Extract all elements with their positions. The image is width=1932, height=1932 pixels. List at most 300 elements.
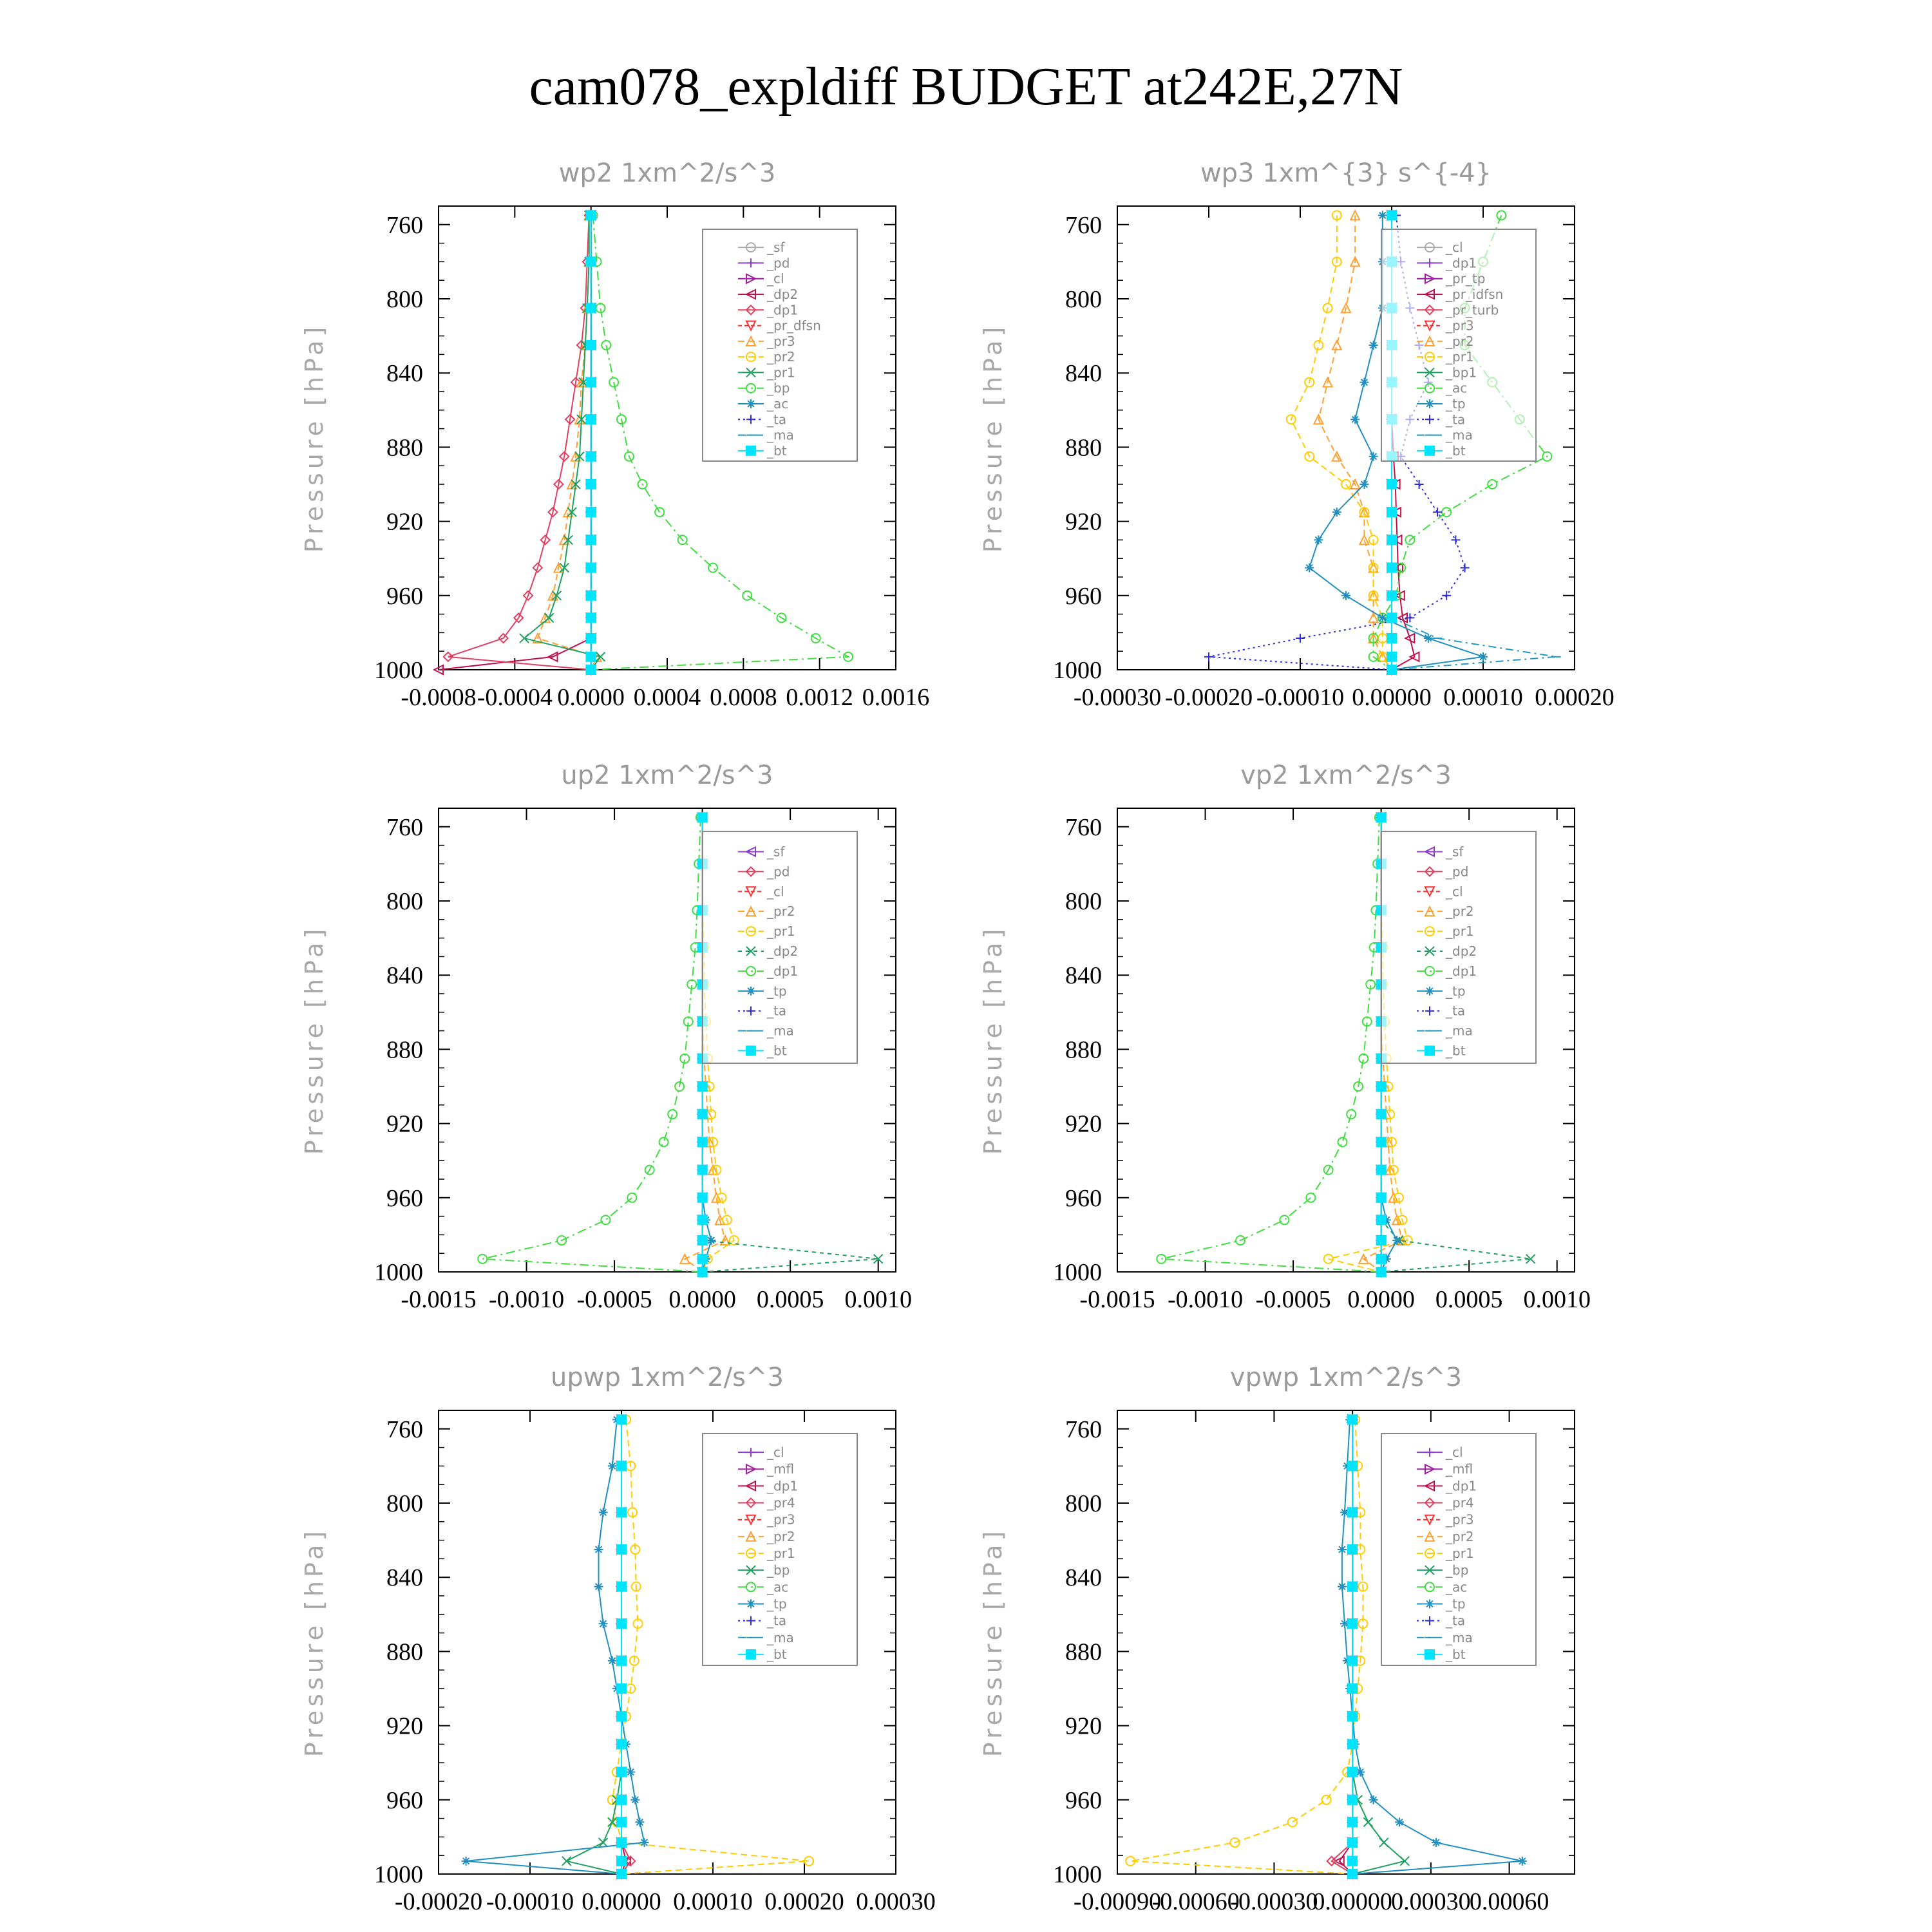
- legend-label: _pr4: [1446, 1495, 1474, 1511]
- x-tick-label: -0.0005: [576, 1286, 652, 1313]
- legend-label: _ac: [1446, 1579, 1468, 1595]
- legend: [1381, 229, 1536, 461]
- data-point: [1332, 341, 1341, 350]
- data-point: [1348, 1461, 1357, 1470]
- data-point: [462, 1857, 471, 1866]
- data-point: [698, 813, 707, 822]
- legend-marker: [1425, 399, 1434, 408]
- data-point: [617, 1508, 626, 1517]
- data-point: [594, 1582, 603, 1591]
- legend-label: _ma: [1446, 1629, 1473, 1645]
- legend-label: _sf: [767, 240, 785, 256]
- legend-label: _pd: [767, 864, 790, 880]
- data-point: [659, 1137, 668, 1146]
- panel-up2: [300, 761, 912, 1313]
- data-point: [698, 1082, 707, 1091]
- legend-label: _pr1: [1446, 923, 1474, 940]
- data-point: [520, 634, 529, 643]
- data-point: [594, 1545, 603, 1554]
- legend-label: _pr1: [767, 365, 795, 381]
- y-tick-label: 920: [386, 508, 423, 536]
- data-point: [698, 1215, 707, 1224]
- legend-label: _dp2: [1446, 943, 1477, 959]
- legend-label: _bp: [767, 1562, 790, 1578]
- data-point: [698, 1166, 707, 1175]
- y-tick-label: 960: [1065, 1184, 1102, 1212]
- data-point: [668, 1110, 677, 1119]
- y-tick-label: 920: [386, 1110, 423, 1138]
- data-point: [587, 452, 596, 461]
- data-point: [1348, 1857, 1357, 1866]
- data-point: [599, 1508, 608, 1517]
- data-point: [617, 1712, 626, 1721]
- legend-label: _ma: [767, 1629, 794, 1645]
- data-point: [1387, 564, 1396, 573]
- series-bt: [617, 1415, 626, 1879]
- x-tick-label: -0.00010: [1256, 684, 1345, 711]
- data-point: [698, 1137, 707, 1146]
- data-point: [562, 1857, 571, 1866]
- legend-label: _ma: [1446, 1023, 1473, 1039]
- data-point: [1387, 507, 1396, 516]
- data-point: [1377, 1193, 1386, 1202]
- data-point: [1451, 535, 1460, 544]
- y-tick-label: 920: [1065, 508, 1102, 536]
- legend-label: _dp1: [1446, 963, 1477, 979]
- legend-label: _ta: [767, 1003, 787, 1019]
- data-point: [1432, 1838, 1441, 1847]
- legend-label: _pr3: [1446, 317, 1474, 334]
- legend-label: _pr1: [1446, 349, 1474, 365]
- data-point: [1348, 1684, 1357, 1693]
- series-dp1: [617, 1415, 630, 1879]
- data-point: [1348, 1768, 1357, 1777]
- x-tick-label: 0.0010: [844, 1286, 912, 1313]
- legend-label: _pd: [1446, 864, 1469, 880]
- legend-label: _pr2: [1446, 1528, 1474, 1544]
- panel-title: vp2 1xm^2/s^3: [1240, 761, 1452, 790]
- data-point: [1204, 652, 1213, 661]
- panel-title: vpwp 1xm^2/s^3: [1229, 1363, 1463, 1392]
- data-point: [1296, 634, 1305, 643]
- legend-label: _mfl: [1446, 1461, 1473, 1477]
- data-point: [1363, 1817, 1372, 1826]
- y-tick-label: 800: [1065, 1490, 1102, 1517]
- x-tick-label: 0.00000: [582, 1888, 661, 1915]
- x-tick-label: -0.00030: [1073, 684, 1162, 711]
- series-dp1: [478, 813, 706, 1276]
- legend-label: _tp: [767, 1596, 787, 1612]
- series-pr4: [617, 1415, 635, 1879]
- y-axis-label: Pressure [hPa]: [979, 323, 1007, 553]
- panel-title: wp3 1xm^{3} s^{-4}: [1200, 158, 1492, 188]
- data-point: [1461, 564, 1470, 573]
- panel-wp2: [300, 158, 929, 711]
- legend-label: _pr3: [1446, 1511, 1474, 1528]
- data-point: [1338, 1582, 1347, 1591]
- data-point: [1369, 452, 1378, 461]
- series-pr1: [1287, 211, 1396, 674]
- legend-marker: [746, 1650, 755, 1659]
- legend-label: _sf: [1446, 844, 1464, 860]
- data-point: [587, 634, 596, 643]
- legend-label: _pr2: [767, 349, 795, 365]
- series-line: [621, 1419, 630, 1874]
- data-point: [1338, 1137, 1347, 1146]
- legend: [703, 229, 857, 461]
- y-tick-label: 1000: [374, 1861, 423, 1888]
- panel-title: wp2 1xm^2/s^3: [558, 158, 776, 188]
- series-line: [466, 1419, 645, 1874]
- data-point: [1348, 1712, 1357, 1721]
- legend-label: _cl: [1446, 1444, 1463, 1461]
- data-point: [1348, 1508, 1357, 1517]
- legend-label: _bp: [1446, 1562, 1469, 1578]
- legend-label: _cl: [767, 884, 784, 900]
- data-point: [1518, 1857, 1527, 1866]
- data-point: [1347, 1110, 1356, 1119]
- legend-label: _ac: [767, 396, 789, 412]
- y-tick-label: 960: [1065, 582, 1102, 610]
- data-point: [640, 1838, 649, 1847]
- data-point: [1348, 1739, 1357, 1748]
- data-point: [587, 257, 596, 266]
- y-tick-label: 960: [386, 582, 423, 610]
- legend-label: _bp1: [1446, 365, 1477, 381]
- legend-marker: [1425, 1650, 1434, 1659]
- series-line: [567, 1419, 621, 1874]
- panel-vp2: [979, 761, 1591, 1313]
- data-point: [1387, 591, 1396, 600]
- data-point: [587, 480, 596, 489]
- data-point: [706, 1236, 715, 1245]
- y-tick-label: 760: [1065, 813, 1102, 841]
- data-point: [1369, 1795, 1378, 1804]
- data-point: [608, 1461, 617, 1470]
- legend-label: _pr1: [767, 923, 795, 940]
- legend-label: _pr4: [767, 1495, 795, 1511]
- y-tick-label: 760: [386, 211, 423, 239]
- y-tick-label: 840: [1065, 962, 1102, 990]
- data-point: [1348, 1870, 1357, 1879]
- legend-label: _pr3: [767, 333, 795, 349]
- data-point: [1359, 378, 1368, 387]
- y-tick-label: 920: [1065, 1110, 1102, 1138]
- series-line: [1332, 1419, 1352, 1874]
- data-point: [1348, 1545, 1357, 1554]
- data-point: [1348, 1415, 1357, 1424]
- data-point: [587, 507, 596, 516]
- data-point: [587, 341, 596, 350]
- x-tick-label: 0.0005: [1435, 1286, 1503, 1313]
- y-tick-label: 760: [386, 1416, 423, 1443]
- x-tick-label: 0.0000: [557, 684, 625, 711]
- data-point: [1306, 1193, 1315, 1202]
- x-tick-label: 0.0004: [633, 684, 701, 711]
- data-point: [708, 564, 717, 573]
- legend-label: _sf: [767, 844, 785, 860]
- x-tick-label: -0.00010: [486, 1888, 574, 1915]
- data-point: [1359, 480, 1368, 489]
- data-point: [1378, 211, 1387, 220]
- series-line: [1291, 215, 1392, 670]
- data-point: [587, 613, 596, 622]
- series-dp1: [1157, 813, 1385, 1276]
- x-tick-label: 0.00020: [1535, 684, 1615, 711]
- data-point: [587, 652, 596, 661]
- legend-label: _bt: [767, 1043, 787, 1059]
- x-tick-label: 0.00020: [764, 1888, 844, 1915]
- y-tick-label: 840: [386, 962, 423, 990]
- data-point: [1348, 1619, 1357, 1628]
- x-tick-label: 0.0016: [862, 684, 930, 711]
- main-title: cam078_expldiff BUDGET at242E,27N: [529, 57, 1403, 117]
- x-tick-label: -0.0015: [401, 1286, 477, 1313]
- legend-label: _pr_tp: [1446, 270, 1486, 287]
- legend-label: _cl: [1446, 240, 1463, 256]
- data-point: [1288, 1817, 1297, 1826]
- data-point: [617, 1684, 626, 1693]
- x-tick-label: 0.00000: [1312, 1888, 1392, 1915]
- series-bt: [1348, 1415, 1357, 1879]
- data-point: [1332, 507, 1341, 516]
- data-point: [1377, 1236, 1386, 1245]
- x-tick-label: -0.0008: [401, 684, 477, 711]
- data-point: [626, 1768, 635, 1777]
- legend-label: _pr_turb: [1446, 302, 1499, 318]
- legend-label: _bt: [767, 442, 787, 459]
- legend-label: _ta: [1446, 1613, 1466, 1629]
- x-tick-label: -0.00090: [1073, 1888, 1162, 1915]
- data-point: [627, 1193, 636, 1202]
- legend-label: _pr1: [1446, 1546, 1474, 1561]
- x-tick-label: -0.0005: [1255, 1286, 1331, 1313]
- data-point: [617, 1582, 626, 1591]
- data-point: [587, 665, 596, 674]
- x-tick-label: -0.00060: [1151, 1888, 1240, 1915]
- legend-label: _dp2: [767, 287, 799, 302]
- x-tick-label: -0.00020: [1164, 684, 1253, 711]
- data-point: [601, 1215, 610, 1224]
- data-point: [698, 1236, 707, 1245]
- legend-label: _ma: [767, 427, 794, 443]
- legend-marker: [1425, 1046, 1434, 1056]
- panel-vpwp: [979, 1363, 1575, 1915]
- legend-label: _bt: [1446, 442, 1466, 459]
- data-point: [617, 1545, 626, 1554]
- x-tick-label: 0.0000: [1347, 1286, 1415, 1313]
- series-pr1: [520, 211, 605, 674]
- data-point: [1280, 1215, 1289, 1224]
- data-point: [1387, 634, 1396, 643]
- x-tick-label: -0.0004: [477, 684, 553, 711]
- legend-label: _tp: [1446, 983, 1466, 999]
- y-tick-label: 840: [1065, 360, 1102, 388]
- data-point: [1314, 341, 1323, 350]
- data-point: [1387, 535, 1396, 544]
- x-tick-label: 0.00060: [1469, 1888, 1549, 1915]
- legend: [703, 831, 857, 1063]
- legend-label: _ac: [767, 1579, 789, 1595]
- data-point: [599, 1619, 608, 1628]
- data-point: [698, 1267, 707, 1276]
- data-point: [587, 378, 596, 387]
- y-axis-label: Pressure [hPa]: [979, 1527, 1007, 1757]
- legend: [703, 1434, 857, 1665]
- panel-upwp: [300, 1363, 936, 1915]
- series-line: [1130, 1419, 1363, 1874]
- legend-label: _cl: [1446, 884, 1463, 900]
- x-tick-label: 0.0005: [756, 1286, 824, 1313]
- y-tick-label: 880: [1065, 1036, 1102, 1064]
- y-tick-label: 800: [386, 286, 423, 313]
- series-pr1: [1126, 1415, 1367, 1879]
- x-tick-label: 0.0012: [786, 684, 853, 711]
- legend-label: _pr_dfsn: [767, 317, 821, 334]
- y-tick-label: 800: [386, 888, 423, 915]
- data-point: [617, 1415, 626, 1424]
- y-tick-label: 960: [386, 1786, 423, 1814]
- legend-label: _ta: [767, 1613, 787, 1629]
- legend-marker: [746, 446, 755, 455]
- data-point: [1387, 613, 1396, 622]
- data-point: [1305, 564, 1314, 573]
- data-point: [1415, 480, 1424, 489]
- legend-label: _tp: [1446, 1596, 1466, 1612]
- legend-label: _pr3: [767, 1511, 795, 1528]
- x-tick-label: 0.00030: [856, 1888, 936, 1915]
- data-point: [617, 1870, 626, 1879]
- x-tick-label: 0.00030: [1391, 1888, 1471, 1915]
- y-axis-label: Pressure [hPa]: [979, 925, 1007, 1155]
- legend-label: _dp1: [767, 1478, 799, 1494]
- legend-label: _cl: [767, 270, 784, 287]
- legend-label: _pr_idfsn: [1446, 287, 1504, 302]
- y-tick-label: 920: [386, 1712, 423, 1740]
- x-tick-label: 0.0008: [710, 684, 777, 711]
- x-tick-label: 0.0000: [668, 1286, 736, 1313]
- data-point: [1387, 211, 1396, 220]
- data-point: [1379, 1838, 1388, 1847]
- legend-marker: [1425, 1599, 1434, 1608]
- data-point: [1424, 634, 1433, 643]
- data-point: [1433, 507, 1442, 516]
- y-tick-label: 920: [1065, 1712, 1102, 1740]
- data-point: [1442, 507, 1451, 516]
- legend: [1381, 831, 1536, 1063]
- data-point: [1479, 652, 1488, 661]
- data-point: [617, 1795, 626, 1804]
- data-point: [1348, 1795, 1357, 1804]
- series-line: [439, 215, 591, 670]
- legend-label: _pr2: [767, 1528, 795, 1544]
- y-axis-label: Pressure [hPa]: [300, 925, 328, 1155]
- y-tick-label: 800: [386, 1490, 423, 1517]
- legend-label: _bp: [767, 380, 790, 396]
- series-line: [448, 215, 591, 670]
- legend-label: _ac: [1446, 380, 1468, 396]
- data-point: [608, 1656, 617, 1665]
- data-point: [1400, 1857, 1409, 1866]
- legend-label: _ta: [1446, 1003, 1466, 1019]
- data-point: [743, 591, 752, 600]
- data-point: [617, 1461, 626, 1470]
- y-tick-label: 800: [1065, 286, 1102, 313]
- legend-label: _tp: [1446, 396, 1466, 412]
- y-tick-label: 880: [1065, 434, 1102, 462]
- legend-label: _pd: [767, 255, 790, 271]
- data-point: [1348, 1838, 1357, 1847]
- data-point: [587, 303, 596, 312]
- data-point: [1377, 1137, 1386, 1146]
- data-point: [1348, 1582, 1357, 1591]
- data-point: [587, 415, 596, 424]
- legend-label: _bt: [1446, 1646, 1466, 1662]
- y-tick-label: 1000: [1053, 1861, 1102, 1888]
- legend: [1381, 1434, 1536, 1665]
- panel-title: upwp 1xm^2/s^3: [551, 1363, 784, 1392]
- x-tick-label: -0.0010: [1167, 1286, 1244, 1313]
- y-tick-label: 760: [1065, 211, 1102, 239]
- legend-label: _dp2: [767, 943, 799, 959]
- data-point: [1377, 1110, 1386, 1119]
- legend-marker: [1425, 446, 1434, 455]
- y-tick-label: 880: [386, 1036, 423, 1064]
- data-point: [1377, 813, 1386, 822]
- series-dp1: [444, 211, 596, 674]
- data-point: [1387, 665, 1396, 674]
- legend-label: _bt: [767, 1646, 787, 1662]
- data-point: [617, 1768, 626, 1777]
- legend-label: _dp1: [1446, 1478, 1477, 1494]
- legend-label: _dp1: [1446, 255, 1477, 271]
- legend-label: _pr2: [767, 904, 795, 920]
- y-tick-label: 1000: [374, 1259, 423, 1286]
- y-axis-label: Pressure [hPa]: [300, 323, 328, 553]
- y-tick-label: 800: [1065, 888, 1102, 915]
- legend-label: _ma: [767, 1023, 794, 1039]
- y-tick-label: 880: [386, 434, 423, 462]
- y-tick-label: 960: [1065, 1786, 1102, 1814]
- legend-label: _dp1: [767, 302, 799, 318]
- data-point: [1395, 1817, 1404, 1826]
- legend-label: _ta: [1446, 412, 1466, 428]
- data-point: [617, 1619, 626, 1628]
- x-tick-label: 0.00010: [1443, 684, 1523, 711]
- legend-label: _pr2: [1446, 333, 1474, 349]
- data-point: [698, 1255, 707, 1264]
- legend-label: _cl: [767, 1444, 784, 1461]
- data-point: [1350, 415, 1359, 424]
- y-tick-label: 880: [386, 1638, 423, 1666]
- data-point: [1377, 1166, 1386, 1175]
- series-line: [1161, 817, 1381, 1272]
- x-tick-label: -0.0015: [1079, 1286, 1155, 1313]
- panel-title: up2 1xm^2/s^3: [561, 761, 773, 790]
- data-point: [1387, 480, 1396, 489]
- data-point: [1377, 1267, 1386, 1276]
- data-point: [1322, 1795, 1331, 1804]
- series-line: [524, 215, 600, 670]
- y-axis-label: Pressure [hPa]: [300, 1527, 328, 1757]
- legend-marker: [746, 1599, 755, 1608]
- data-point: [587, 564, 596, 573]
- data-point: [587, 535, 596, 544]
- data-point: [587, 211, 596, 220]
- y-tick-label: 760: [386, 813, 423, 841]
- data-point: [1359, 535, 1368, 544]
- data-point: [1377, 1082, 1386, 1091]
